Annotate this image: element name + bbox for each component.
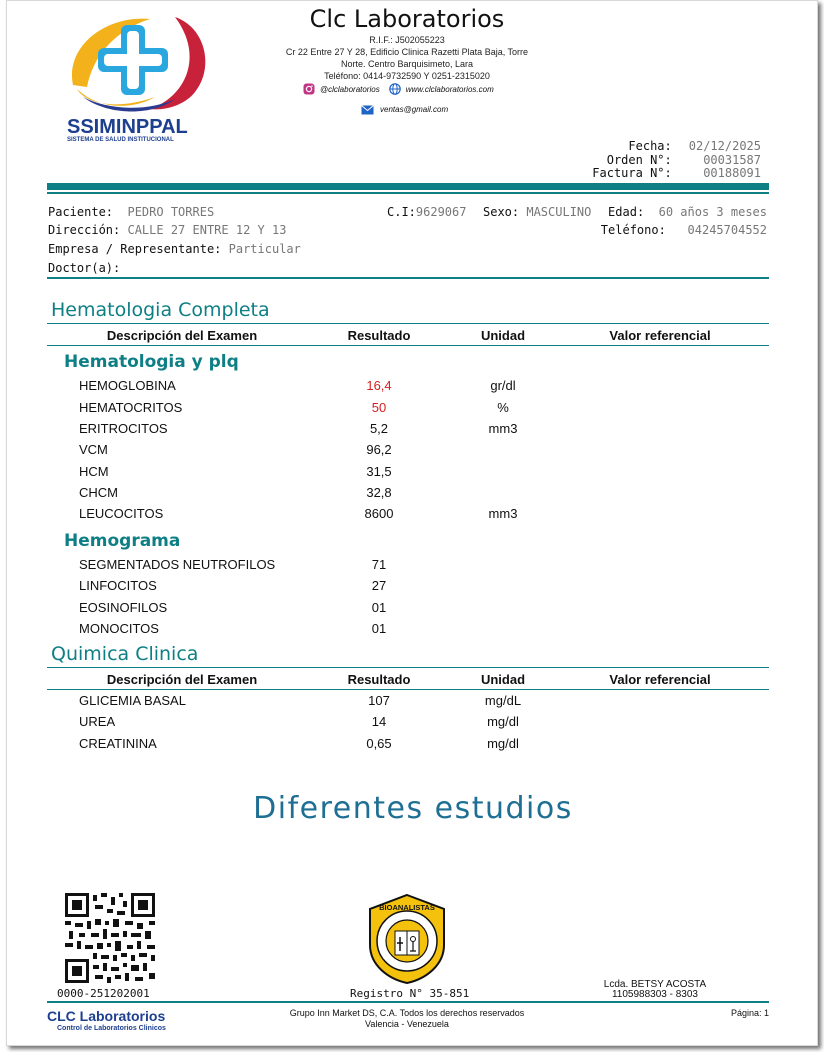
exam-name: LINFOCITOS (79, 578, 157, 593)
signer-id: 1105988303 - 8303 (611, 989, 698, 1000)
qr-code-label: 0000-251202001 (57, 987, 150, 1000)
col-header-unidad: Unidad (480, 328, 526, 343)
telefono-label: Teléfono: (600, 223, 666, 237)
seal-top-text: BIOANALISTAS (379, 903, 435, 912)
exam-result: 14 (371, 714, 387, 729)
edad-value: 60 años 3 meses (658, 205, 767, 219)
footer-brand: CLC Laboratorios (47, 1008, 166, 1024)
edad-label: Edad: (608, 205, 645, 219)
patient-name: PEDRO TORRES (127, 205, 215, 219)
orden-value: 00031587 (703, 153, 761, 167)
mail-icon (361, 104, 374, 115)
empresa-value: Particular (228, 242, 301, 256)
patient-label: Paciente: (48, 205, 114, 219)
exam-result: 31,5 (366, 464, 392, 479)
direccion-label: Dirección: (48, 223, 121, 237)
patient-sexo-row (483, 205, 591, 219)
col-header-unidad: Unidad (480, 672, 526, 687)
exam-unit: mm3 (488, 421, 518, 436)
section-title-hematologia: Hematologia Completa (51, 299, 270, 321)
qr-code-image (65, 893, 155, 983)
footer-copyright: Grupo Inn Market DS, C.A. Todos los derechos reservados (289, 1008, 525, 1018)
exam-name: CREATININA (79, 736, 157, 751)
lab-report-page (6, 0, 818, 1046)
exam-result: 16,4 (366, 378, 392, 393)
exam-result: 50 (371, 400, 387, 415)
orden-label: Orden N°: (606, 153, 672, 167)
exam-unit: mg/dl (487, 714, 519, 729)
lab-name: Clc Laboratorios (309, 5, 505, 33)
patient-direccion-row (48, 223, 286, 237)
col-header-referencial: Valor referencial (609, 672, 711, 687)
fecha-value: 02/12/2025 (688, 139, 761, 153)
patient-ci-row (387, 205, 466, 219)
col-header-resultado: Resultado (347, 672, 411, 687)
lab-address-line1: Cr 22 Entre 27 Y 28, Edificio Clinica Razetti Plata Baja, Torre (285, 47, 529, 57)
lab-address-line2: Norte. Centro Barquisimeto, Lara (340, 59, 474, 69)
exam-result: 0,65 (366, 736, 392, 751)
exam-result: 96,2 (366, 442, 392, 457)
signer-name: Lcda. BETSY ACOSTA (603, 979, 707, 990)
exam-result: 71 (371, 557, 387, 572)
exam-name: HEMATOCRITOS (79, 400, 183, 415)
exam-name: MONOCITOS (79, 621, 159, 636)
website-link[interactable]: www.clclaboratorios.com (405, 84, 494, 94)
fecha-row (628, 139, 761, 153)
page-number: Página: 1 (730, 1008, 769, 1018)
fecha-label: Fecha: (628, 139, 672, 153)
exam-result: 01 (371, 621, 387, 636)
orden-row (607, 153, 761, 167)
exam-name: ERITROCITOS (79, 421, 168, 436)
exam-name: HCM (79, 464, 109, 479)
doctor-label: Doctor(a): (48, 261, 121, 275)
sexo-value: MASCULINO (526, 205, 592, 219)
banner-text: Diferentes estudios (253, 791, 573, 826)
lab-rif: R.I.F.: J502055223 (369, 35, 445, 45)
exam-name: GLICEMIA BASAL (79, 693, 186, 708)
instagram-handle[interactable]: @clclaboratorios (320, 84, 380, 94)
header-divider (47, 183, 769, 190)
exam-result: 32,8 (366, 485, 392, 500)
exam-name: EOSINOFILOS (79, 600, 168, 615)
col-header-descripcion: Descripción del Examen (106, 672, 258, 687)
globe-icon (389, 83, 401, 95)
patient-telefono-row (601, 223, 767, 237)
bioanalistas-seal (364, 893, 450, 985)
exam-unit: mg/dL (484, 693, 522, 708)
exam-result: 01 (371, 600, 387, 615)
exam-unit: mm3 (488, 506, 518, 521)
patient-name-row (48, 205, 214, 219)
empresa-label: Empresa / Representante: (48, 242, 222, 256)
header-divider-thin (47, 192, 769, 194)
exam-result: 27 (371, 578, 387, 593)
email-address[interactable]: ventas@gmail.com (380, 105, 449, 114)
exam-name: VCM (79, 442, 108, 457)
email-contact (361, 104, 448, 115)
patient-divider (47, 277, 769, 279)
quimica-header-top-rule (47, 667, 769, 668)
exam-name: LEUCOCITOS (79, 506, 164, 521)
footer-divider (47, 1001, 769, 1003)
lab-phones: Teléfono: 0414-9732590 Y 0251-2315020 (324, 71, 490, 81)
exam-unit: gr/dl (490, 378, 516, 393)
instagram-icon (303, 83, 315, 95)
exam-name: UREA (79, 714, 116, 729)
section-title-quimica: Quimica Clinica (51, 643, 199, 665)
table-header-top-rule (47, 323, 769, 324)
footer-brand-sub: Control de Laboratorios Clinicos (57, 1025, 166, 1032)
subsection-title-hematologia-plq: Hematologia y plq (64, 352, 239, 372)
telefono-value: 04245704552 (687, 223, 767, 237)
table-header-bottom-rule (47, 345, 769, 346)
quimica-header-bottom-rule (47, 689, 769, 690)
logo-caption-text: SISTEMA DE SALUD INSTITUCIONAL (67, 137, 174, 141)
exam-result: 8600 (364, 506, 394, 521)
exam-result: 5,2 (369, 421, 389, 436)
exam-name: HEMOGLOBINA (79, 378, 176, 393)
patient-doctor-row (48, 261, 120, 275)
col-header-referencial: Valor referencial (609, 328, 711, 343)
factura-row (592, 166, 761, 180)
exam-unit: mg/dl (487, 736, 519, 751)
exam-name: CHCM (79, 485, 118, 500)
factura-value: 00188091 (703, 166, 761, 180)
exam-name: SEGMENTADOS NEUTROFILOS (79, 557, 276, 572)
factura-label: Factura N°: (592, 166, 672, 180)
footer-location: Valencia - Venezuela (365, 1019, 449, 1029)
registro-number: Registro N° 35-851 (350, 987, 470, 1000)
patient-empresa-row (48, 242, 301, 256)
ci-value: 9629067 (415, 205, 467, 219)
ssiminppal-logo (55, 7, 215, 141)
patient-edad-row (608, 205, 767, 219)
exam-result: 107 (368, 693, 390, 708)
logo-brand-text: SSIMINPPAL (67, 116, 188, 138)
exam-unit: % (497, 400, 509, 415)
ci-label: C.I: (387, 205, 416, 219)
subsection-title-hemograma: Hemograma (64, 531, 181, 551)
col-header-resultado: Resultado (347, 328, 411, 343)
direccion-value: CALLE 27 ENTRE 12 Y 13 (127, 223, 287, 237)
social-links (303, 83, 494, 95)
col-header-descripcion: Descripción del Examen (106, 328, 258, 343)
sexo-label: Sexo: (483, 205, 520, 219)
